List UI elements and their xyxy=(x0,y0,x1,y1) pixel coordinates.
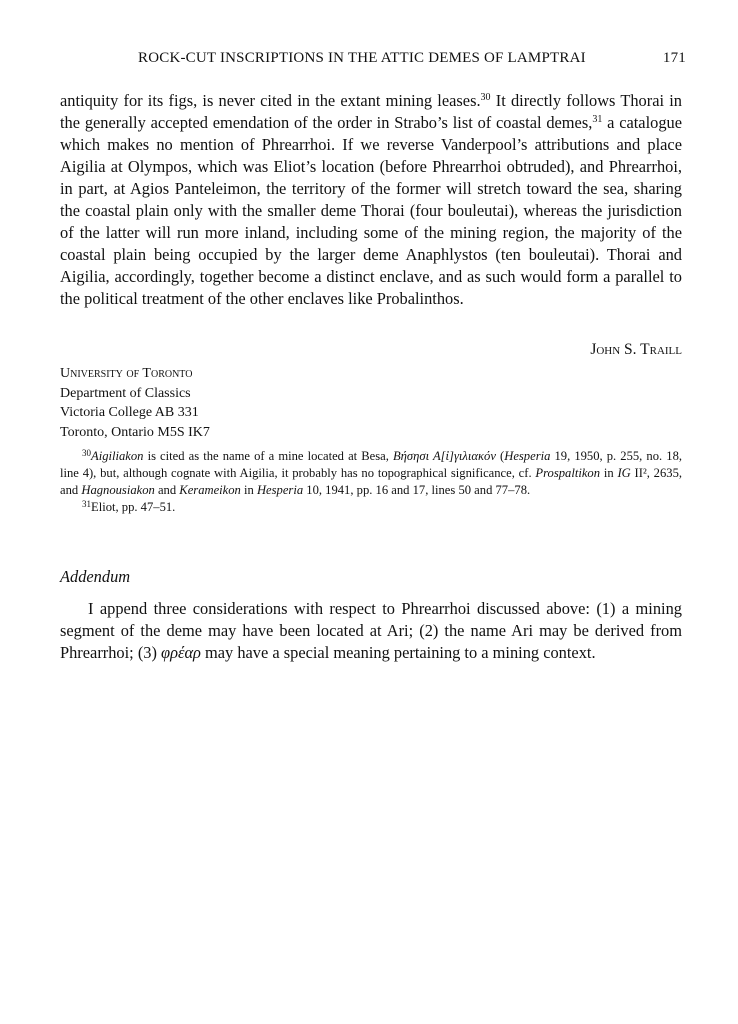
addendum-heading: Addendum xyxy=(60,567,131,586)
footnote-term: Aigiliakon xyxy=(91,449,144,463)
footnote-31 xyxy=(60,499,682,516)
author-affiliation xyxy=(60,364,210,442)
footnote-text: in xyxy=(600,466,618,480)
journal-title: IG xyxy=(617,466,631,480)
running-title: ROCK-CUT INSCRIPTIONS IN THE ATTIC DEMES OF LAMPTRAI xyxy=(138,50,586,66)
footnotes xyxy=(60,448,682,516)
page-number: 171 xyxy=(662,50,686,66)
footnote-text: in xyxy=(240,483,257,497)
footnote-text: 19, 1950, p. 255, no. 18, line 4), but, although cognate with Aigilia, it probably has no topographical significance, cf. xyxy=(60,449,683,480)
addendum-text-part: may have a special meaning pertaining to a mining context. xyxy=(200,643,596,662)
addendum-paragraph xyxy=(60,598,682,664)
journal-title: Hesperia xyxy=(504,449,551,463)
footnote-text: is cited as the name of a mine located at Besa, xyxy=(143,449,393,463)
affiliation-college: Victoria College AB 331 xyxy=(60,405,199,420)
footnote-text: II², 2635, and xyxy=(60,466,683,497)
footnote-ref-30[interactable]: 30 xyxy=(480,92,491,103)
footnote-text: 10, 1941, pp. 16 and 17, lines 50 and 77–78. xyxy=(303,483,531,497)
footnote-text: ( xyxy=(495,449,505,463)
footnote-number: 31 xyxy=(82,499,91,509)
footnote-text: and xyxy=(154,483,180,497)
footnote-number: 30 xyxy=(82,448,91,458)
body-paragraph xyxy=(60,90,682,310)
author-signature: John S. Traill xyxy=(590,341,682,358)
affiliation-city: Toronto, Ontario M5S IK7 xyxy=(60,424,210,440)
affiliation-university: University of Toronto xyxy=(60,366,193,381)
footnote-text: Eliot, pp. 47–51. xyxy=(91,500,176,514)
body-text-part: antiquity for its figs, is never cited in the extant mining leases. xyxy=(60,91,481,110)
footnote-term: Hagnousiakon xyxy=(81,483,155,497)
affiliation-department: Department of Classics xyxy=(60,385,191,401)
journal-title: Hesperia xyxy=(256,483,304,497)
footnote-30 xyxy=(60,448,682,499)
addendum-text-part: I append three considerations with respect to Phrearrhoi discussed above: (1) a mining segment of the deme may have been located at Ari; (2) the name Ari may be derived from Phrearrhoi; (3) xyxy=(60,599,682,662)
footnote-ref-31[interactable]: 31 xyxy=(592,114,603,125)
body-text-part: It directly follows Thorai in the generally accepted emendation of the order in Strabo’s list of coastal demes, xyxy=(60,91,682,132)
footnote-term: Prospaltikon xyxy=(535,466,601,480)
greek-text: φρέαρ xyxy=(161,643,201,662)
body-text-part: a catalogue which makes no mention of Phrearrhoi. If we reverse Vanderpool’s attributions and place Aigilia at Olympos, which was Eliot’s location (before Phrearrhoi obtruded), and Phrearrhoi, in part, at Agios Panteleimon, the territory of the former will stretch toward the sea, sharing the coastal plain only with the smaller deme Thorai (four bouleutai), whereas the jurisdiction of the latter will run more inland, including some of the mining region, the majority of the coastal plain being occupied by the larger deme Anaphlystos (ten bouleutai). Thorai and Aigilia, accordingly, together become a distinct enclave, and as such would form a parallel to the political treatment of the other enclaves like Probalinthos. xyxy=(60,113,682,308)
greek-text: Βήσησι Α[ἰ]γιλιακόν xyxy=(392,449,496,463)
footnote-term: Kerameikon xyxy=(179,483,241,497)
